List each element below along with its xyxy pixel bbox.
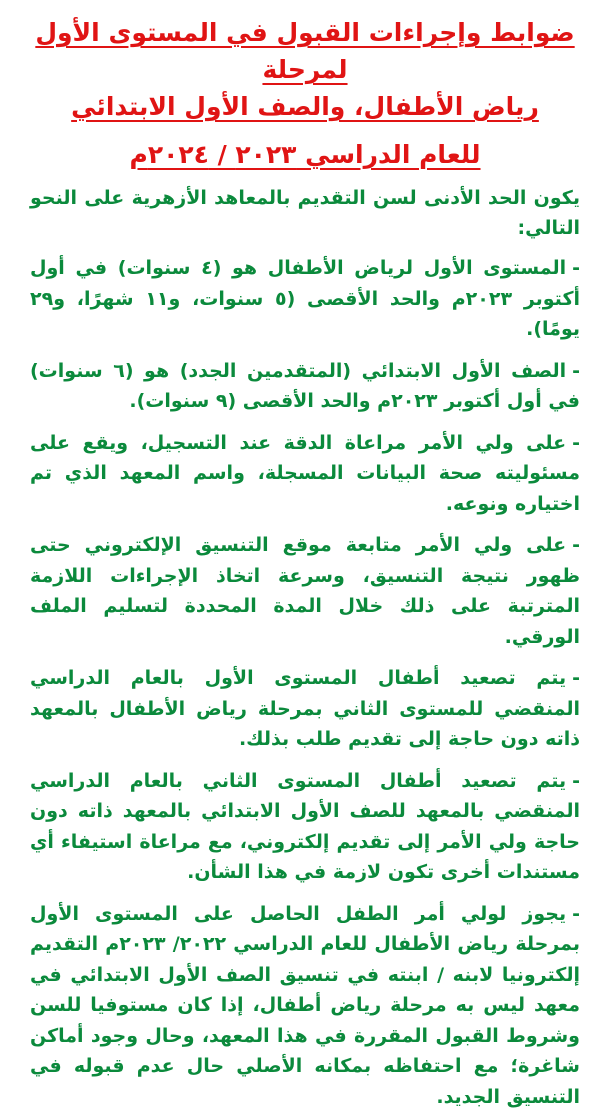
rule-item-6 [30, 766, 580, 888]
rule-text-1: المستوى الأول لرياض الأطفال هو (٤ سنوات) في أول أكتوبر ٢٠٢٣م والحد الأقصى (٥ سنوات، و١١ شهرًا، و٢٩ يومًا). [30, 257, 580, 340]
bullet-dash: - [572, 257, 580, 279]
rule-item-3 [30, 428, 580, 520]
rule-text-5: يتم تصعيد أطفال المستوى الأول بالعام الدراسي المنقضي للمستوى الثاني بمرحلة رياض الأطفال بالمعهد ذاته دون حاجة إلى تقديم طلب بذلك. [30, 667, 580, 750]
document-title [30, 14, 580, 125]
intro-paragraph: يكون الحد الأدنى لسن التقديم بالمعاهد الأزهرية على النحو التالي: [30, 183, 580, 243]
rule-item-7 [30, 899, 580, 1112]
bullet-dash: - [572, 770, 580, 792]
rules-list [30, 253, 580, 1112]
rule-text-4: على ولي الأمر متابعة موقع التنسيق الإلكتروني حتى ظهور نتيجة التنسيق، وسرعة اتخاذ الإجراءات اللازمة المترتبة على ذلك خلال المدة المحددة لتسليم الملف الورقي. [30, 534, 580, 648]
rule-text-6: يتم تصعيد أطفال المستوى الثاني بالعام الدراسي المنقضي بالمعهد للصف الأول الابتدائي بالمعهد ذاته دون حاجة ولي الأمر إلى تقديم إلكتروني، مع مراعاة استيفاء أي مستندات أخرى تكون لازمة في هذا الشأن. [30, 770, 580, 884]
title-line-2: رياض الأطفال، والصف الأول الابتدائي [71, 92, 539, 121]
bullet-dash: - [572, 667, 580, 689]
title-line-1: ضوابط وإجراءات القبول في المستوى الأول لمرحلة [35, 18, 574, 84]
bullet-dash: - [572, 432, 580, 454]
rule-item-2 [30, 356, 580, 417]
academic-year-title [30, 138, 580, 172]
rule-text-7: يجوز لولي أمر الطفل الحاصل على المستوى الأول بمرحلة رياض الأطفال للعام الدراسي ٢٠٢٢/ ٢٠٢٣م التقديم إلكترونيا لابنه / ابنته في تنسيق الصف الأول الابتدائي في معهد ليس به مرحلة رياض أطفال، إذا كان مستوفيا للسن وشروط القبول المقررة في هذا المعهد، وحال وجود أماكن شاغرة؛ مع احتفاظه بمكانه الأصلي حال عدم قبوله في التنسيق الجديد. [30, 903, 580, 1108]
rule-item-5 [30, 663, 580, 755]
rule-item-4 [30, 530, 580, 652]
rule-text-3: على ولي الأمر مراعاة الدقة عند التسجيل، ويقع على مسئوليته صحة البيانات المسجلة، واسم المعهد الذي تم اختياره ونوعه. [30, 432, 580, 515]
bullet-dash: - [572, 360, 580, 382]
rule-text-2: الصف الأول الابتدائي (المتقدمين الجدد) هو (٦ سنوات) في أول أكتوبر ٢٠٢٣م والحد الأقصى (٩ سنوات). [30, 360, 580, 413]
bullet-dash: - [572, 534, 580, 556]
academic-year-text: للعام الدراسي ٢٠٢٣ / ٢٠٢٤م [129, 140, 480, 169]
rule-item-1 [30, 253, 580, 345]
bullet-dash: - [572, 903, 580, 925]
